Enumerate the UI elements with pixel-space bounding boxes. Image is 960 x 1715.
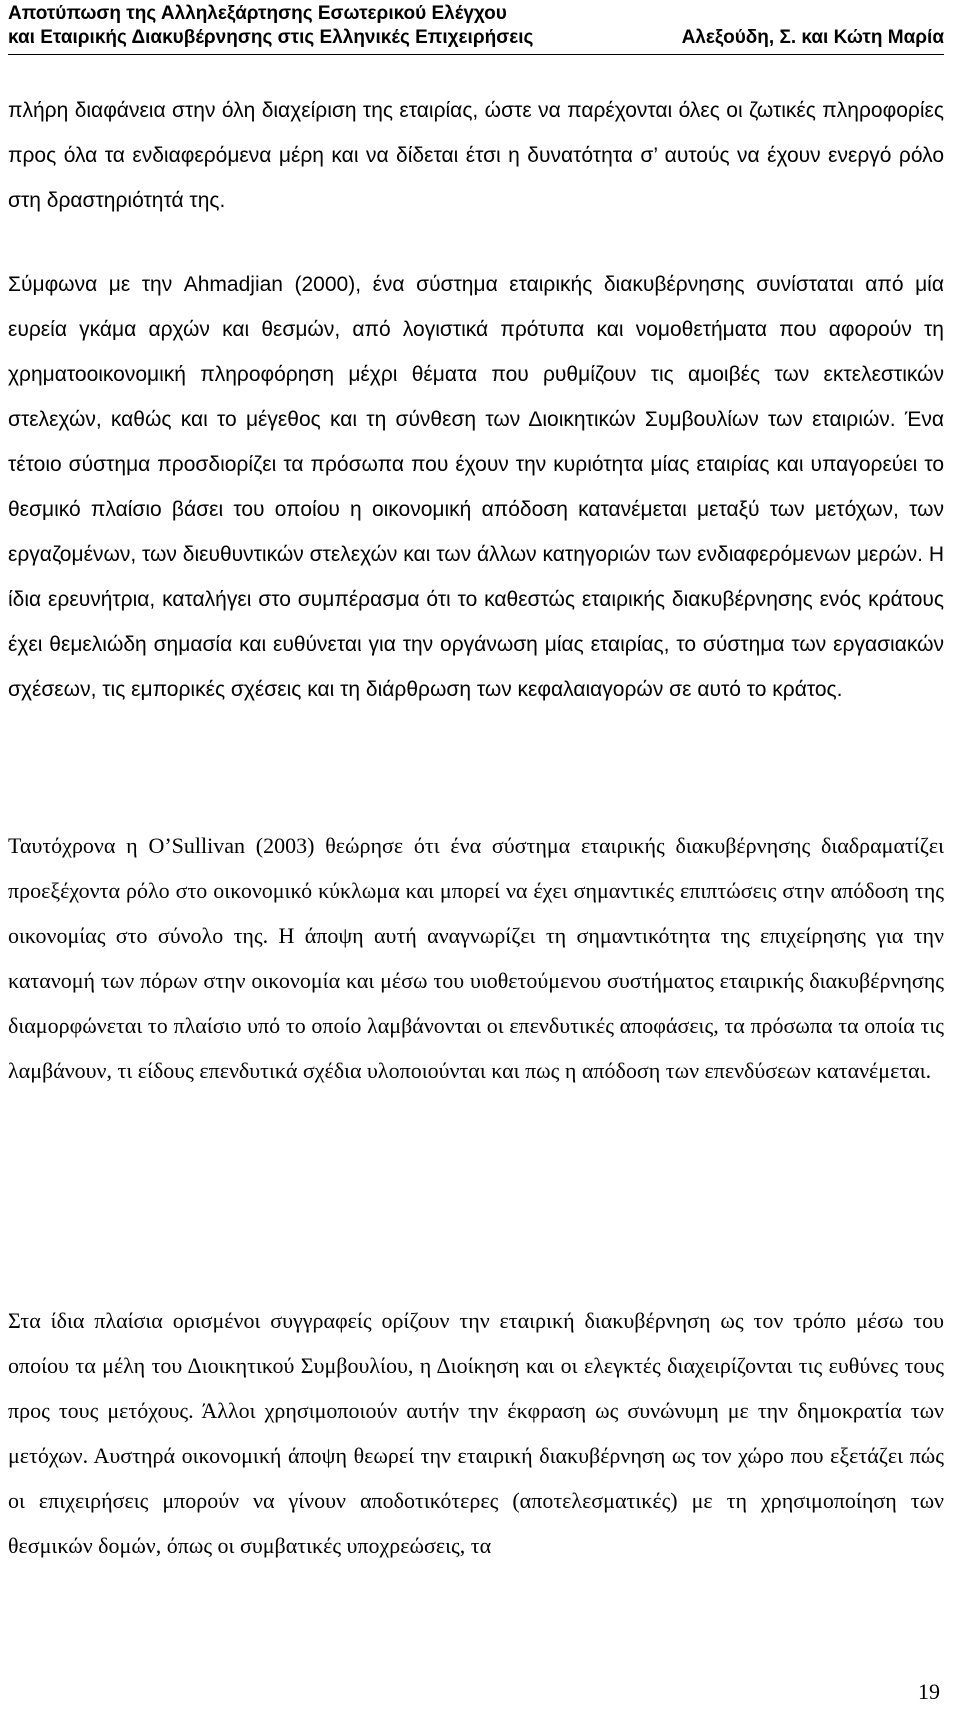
- paragraph-2: Σύμφωνα με την Ahmadjian (2000), ένα σύστημα εταιρικής διακυβέρνησης συνίσταται από μία ευρεία γκάμα αρχών και θεσμών, από λογιστικά πρότυπα και νομοθετήματα που αφορούν τη χρηματοοικονομική πληροφόρηση μέχρι θέματα που ρυθμίζουν τις αμοιβές των εκτελεστικών στελεχών, καθώς και το μέγεθος και τη σύνθεση των Διοικητικών Συμβουλίων των εταιριών. Ένα τέτοιο σύστημα προσδιορίζει τα πρόσωπα που έχουν την κυριότητα μίας εταιρίας και υπαγορεύει το θεσμικό πλαίσιο βάσει του οποίου η οικονομική απόδοση κατανέμεται μεταξύ των μετόχων, των εργαζομένων, των διευθυντικών στελεχών και των άλλων κατηγοριών των ενδιαφερόμενων μερών. Η ίδια ερευνήτρια, καταλήγει στο συμπέρασμα ότι το καθεστώς εταιρικής διακυβέρνησης ενός κράτους έχει θεμελιώδη σημασία και ευθύνεται για την οργάνωση μίας εταιρίας, το σύστημα των εργασιακών σχέσεων, τις εμπορικές σχέσεις και τη διάρθρωση των κεφαλαιαγορών σε αυτό το κράτος.: [8, 273, 944, 701]
- running-header: [8, 2, 944, 50]
- header-authors: Αλεξούδη, Σ. και Κώτη Μαρία: [681, 27, 944, 48]
- paragraph-4: Στα ίδια πλαίσια ορισμένοι συγγραφείς ορίζουν την εταιρική διακυβέρνηση ως τον τρόπο μέσω του οποίου τα μέλη του Διοικητικού Συμβουλίου, η Διοίκηση και οι ελεγκτές διαχειρίζονται τις ευθύνες τους προς τους μετόχους. Άλλοι χρησιμοποιούν αυτήν την έκφραση ως συνώνυμη με την δημοκρατία των μετόχων. Αυστηρά οικονομική άποψη θεωρεί την εταιρική διακυβέρνηση ως τον χώρο που εξετάζει πώς οι επιχειρήσεις μπορούν να γίνουν αποδοτικότερες (αποτελεσματικές) με τη χρησιμοποίηση των θεσμικών δομών, όπως οι συμβατικές υποχρεώσεις, τα: [8, 1308, 944, 1558]
- header-row-2: [8, 26, 944, 50]
- header-title-line-2: και Εταιρικής Διακυβέρνησης στις Ελληνικές Επιχειρήσεις: [8, 27, 534, 48]
- header-title-line-1: Αποτύπωση της Αλληλεξάρτησης Εσωτερικού Ελέγχου: [8, 3, 507, 24]
- header-row-1: [8, 2, 944, 26]
- page-number: 19: [918, 1679, 940, 1704]
- paragraph-3: Ταυτόχρονα η O’Sullivan (2003) θεώρησε ότι ένα σύστημα εταιρικής διακυβέρνησης διαδραματίζει προεξέχοντα ρόλο στο οικονομικό κύκλωμα και μπορεί να έχει σημαντικές επιπτώσεις στην απόδοση της οικονομίας στο σύνολο της. Η άποψη αυτή αναγνωρίζει τη σημαντικότητα της επιχείρησης για την κατανομή των πόρων στην οικονομία και μέσω του υιοθετούμενου συστήματος εταιρικής διακυβέρνησης διαμορφώνεται το πλαίσιο υπό το οποίο λαμβάνονται οι επενδυτικές αποφάσεις, τα πρόσωπα τα οποία τις λαμβάνουν, τι είδους επενδυτικά σχέδια υλοποιούνται και πως η απόδοση των επενδύσεων κατανέμεται.: [8, 833, 944, 1083]
- header-divider: [8, 54, 944, 55]
- paragraph-1: πλήρη διαφάνεια στην όλη διαχείριση της εταιρίας, ώστε να παρέχονται όλες οι ζωτικές πληροφορίες προς όλα τα ενδιαφερόμενα μέρη και να δίδεται έτσι η δυνατότητα σ’ αυτούς να έχουν ενεργό ρόλο στη δραστηριότητά της.: [8, 99, 944, 212]
